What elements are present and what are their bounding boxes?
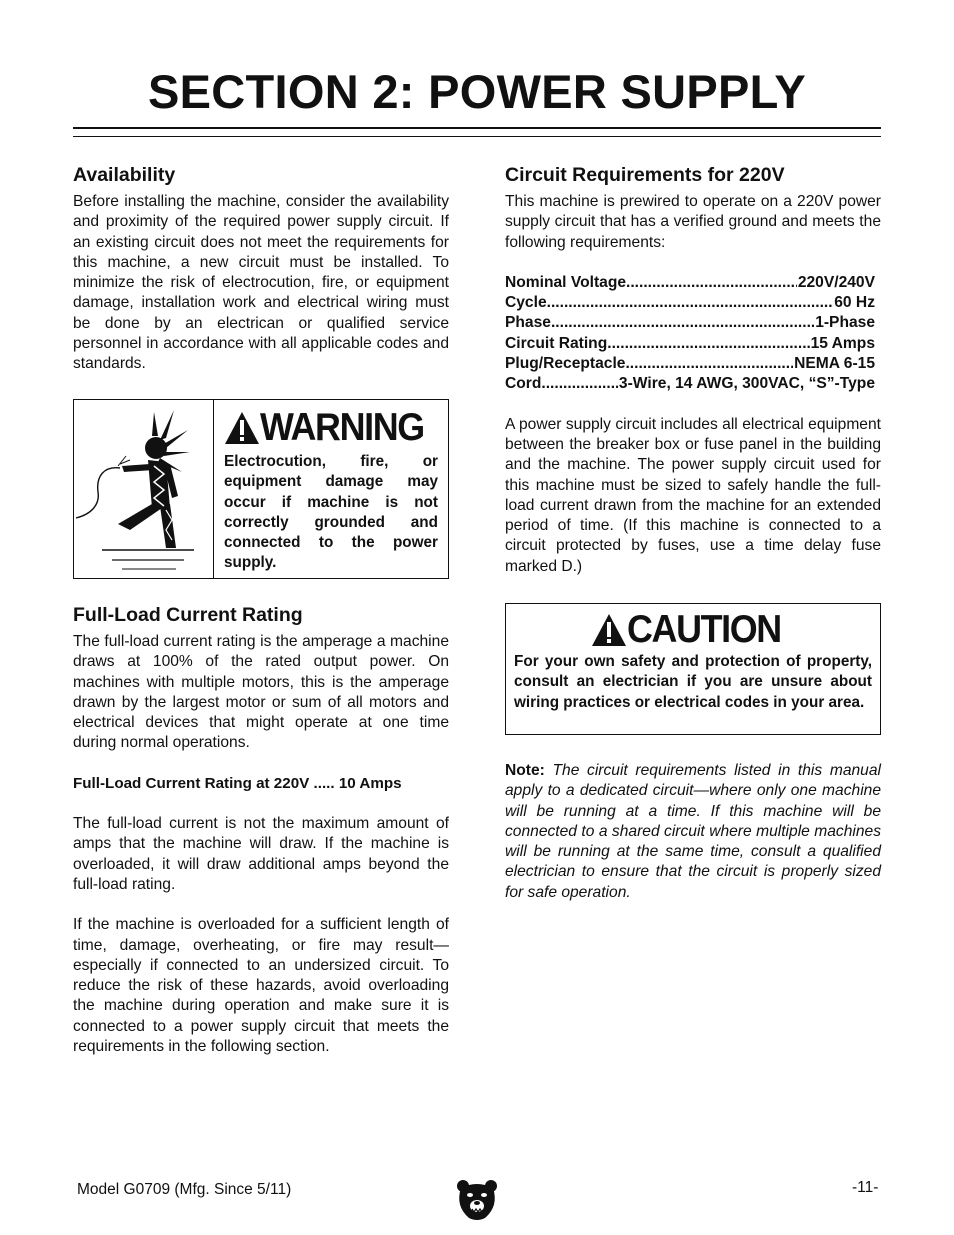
footer-page-number: -11- <box>852 1179 879 1196</box>
availability-section <box>73 163 449 375</box>
title-rule-bottom <box>73 136 881 137</box>
spec-row-nominal-voltage: Nominal Voltage ..... 220V/240V <box>505 273 875 293</box>
bear-head-icon <box>455 1178 499 1222</box>
availability-body: Before installing the machine, consider the availability and proximity of the required power supply circuit. If an existing circuit does not meet the requirements for this machine, a new circuit must be installed. To minimize the risk of electrocution, fire, or equipment damage, installation work and electrical wiring must be done by an electrican or qualified service personnel in accordance with all applicable codes and standards. <box>73 193 449 373</box>
note-section <box>505 761 881 903</box>
spec-row-plug-receptacle: Plug/Receptacle ..... NEMA 6-15 <box>505 354 875 374</box>
caution-label: CAUTION <box>627 608 782 651</box>
footer-model: Model G0709 (Mfg. Since 5/11) <box>77 1181 292 1198</box>
full-load-rating-dots: ..... <box>309 774 339 792</box>
spec-row-phase: Phase ..... 1-Phase <box>505 313 875 333</box>
warning-header <box>224 408 438 448</box>
full-load-heading: Full-Load Current Rating <box>73 604 303 626</box>
circuit-intro: This machine is prewired to operate on a 220V power supply circuit that has a verified ground and meets the following requirements: <box>505 193 881 251</box>
full-load-section <box>73 603 449 1057</box>
electrocution-icon <box>74 400 214 578</box>
full-load-para3: If the machine is overloaded for a sufficient length of time, damage, overheating, or fire may result—especially if connected to an undersized circuit. To reduce the risk of these hazards, avoid overloading the machine during operation and make sure it is connected to a power supply circuit that meets the requirements in the following section. <box>73 916 449 1056</box>
spec-row-cycle: Cycle ..... 60 Hz <box>505 293 875 313</box>
title-rule-top <box>73 127 881 129</box>
caution-triangle-icon <box>591 613 627 647</box>
warning-label: WARNING <box>260 406 424 449</box>
note-label: Note: <box>505 762 545 779</box>
full-load-rating-line <box>73 774 449 794</box>
warning-triangle-icon <box>224 411 260 445</box>
full-load-rating-value: 10 Amps <box>338 774 402 792</box>
note-text: The circuit requirements listed in this manual apply to a dedicated circuit—where only one machine will be running at a time. If this machine will be connected to a shared circuit where multiple machines will be running at the same time, consult a qualified electrician to ensure that the circuit is properly sized for safe operation. <box>505 762 881 901</box>
circuit-body: A power supply circuit includes all electrical equipment between the breaker box or fuse panel in the building and the machine. The power supply circuit used for this machine must be sized to safely handle the full-load current drawn from the machine for an extended period of time. (If this machine is connected to a circuit protected by fuses, use a time delay fuse marked D.) <box>505 415 881 575</box>
full-load-rating-label: Full-Load Current Rating at 220V <box>73 774 310 792</box>
spec-row-cord: Cord ..... 3-Wire, 14 AWG, 300VAC, “S”-Type <box>505 374 875 394</box>
caution-box <box>505 603 881 735</box>
note-paragraph <box>505 761 881 903</box>
warning-text: Electrocution, fire, or equipment damage may occur if machine is not correctly grounded and connected to the power supply. <box>224 453 438 572</box>
circuit-heading: Circuit Requirements for 220V <box>505 164 785 186</box>
caution-text: For your own safety and protection of property, consult an electrician if you are unsure about wiring practices or electrical codes in your area. <box>514 653 872 711</box>
circuit-section <box>505 163 881 577</box>
spec-row-circuit-rating: Circuit Rating ..... 15 Amps <box>505 334 875 354</box>
spec-list <box>505 273 875 395</box>
availability-heading: Availability <box>73 164 176 186</box>
full-load-para2: The full-load current is not the maximum amount of amps that the machine will draw. If the machine is overloaded, it will draw additional amps beyond the full-load rating. <box>73 815 449 893</box>
caution-header <box>514 610 872 650</box>
warning-box <box>73 399 449 579</box>
full-load-body: The full-load current rating is the amperage a machine draws at 100% of the rated output power. On machines with multiple motors, this is the amperage drawn by the largest motor or sum of all motors and electrical devices that might operate at one time during normal operations. <box>73 633 449 752</box>
page-title: SECTION 2: POWER SUPPLY <box>147 65 807 118</box>
